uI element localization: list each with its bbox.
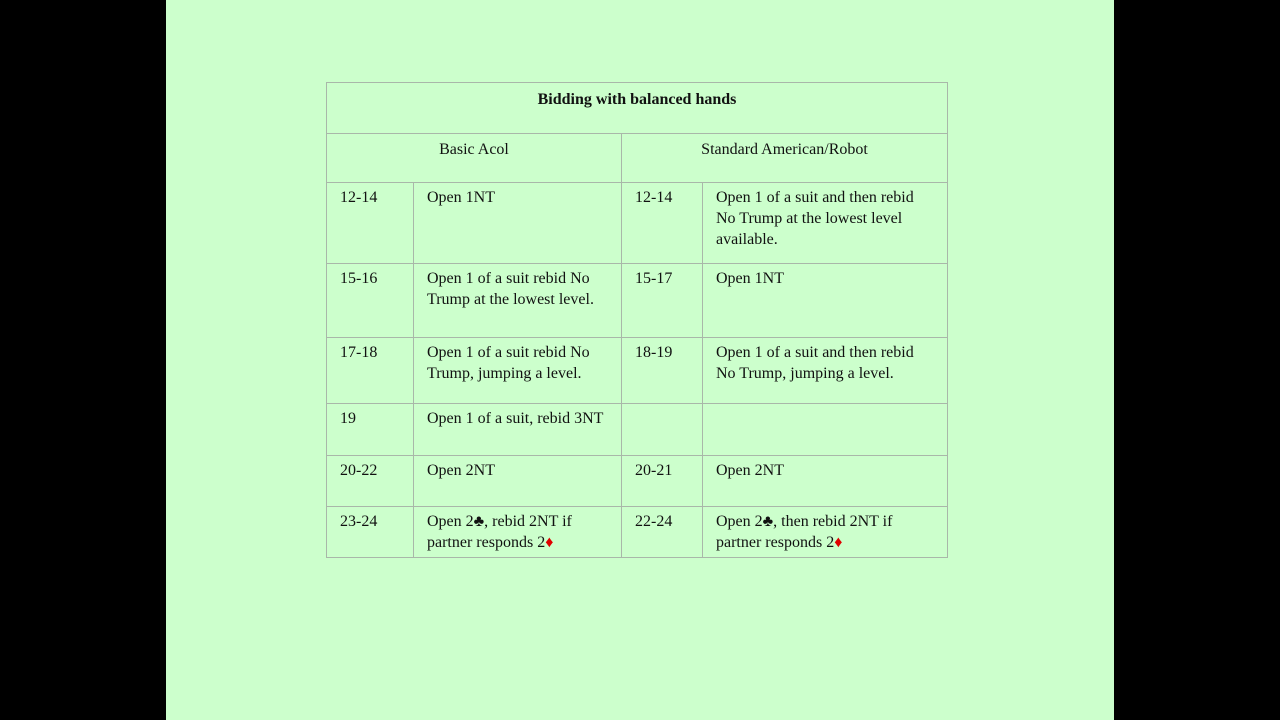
- acol-bid-cell: [414, 338, 622, 404]
- sa-bid-cell: [703, 507, 948, 558]
- acol-bid-cell: [414, 183, 622, 264]
- acol-points-cell: [327, 404, 414, 456]
- system-header-standard-american: [622, 134, 948, 183]
- table-row: [327, 264, 948, 338]
- sa-bid-text-part1: Open 2: [716, 513, 763, 530]
- sa-points: 22-24: [635, 513, 673, 530]
- acol-points-cell: [327, 338, 414, 404]
- sa-bid-cell: [703, 404, 948, 456]
- sa-points-cell: [622, 183, 703, 264]
- acol-bid-cell: [414, 264, 622, 338]
- acol-bid-cell: [414, 507, 622, 558]
- table-title: Bidding with balanced hands: [537, 91, 737, 108]
- acol-points-cell: [327, 264, 414, 338]
- sa-bid: [703, 404, 947, 408]
- acol-bid: Open 2NT: [427, 462, 495, 479]
- sa-points: 18-19: [635, 344, 673, 361]
- acol-bid: [414, 507, 621, 553]
- sa-bid: Open 1 of a suit and then rebid No Trump, jumping a level.: [716, 344, 914, 382]
- diamond-suit-icon: ♦: [545, 534, 554, 551]
- club-suit-icon: ♣: [762, 513, 774, 530]
- table-row: [327, 404, 948, 456]
- table-row: [327, 456, 948, 507]
- acol-points-cell: [327, 456, 414, 507]
- sa-bid: Open 1NT: [716, 270, 784, 287]
- sa-bid-cell: [703, 264, 948, 338]
- sa-bid: [703, 507, 947, 553]
- diamond-suit-icon: ♦: [834, 534, 843, 551]
- sa-bid-cell: [703, 456, 948, 507]
- acol-points: 19: [340, 410, 356, 427]
- sa-points-cell: [622, 404, 703, 456]
- acol-points: 12-14: [340, 189, 378, 206]
- sa-points-cell: [622, 507, 703, 558]
- acol-points-cell: [327, 507, 414, 558]
- acol-points: 17-18: [340, 344, 378, 361]
- acol-bid-text-part2: , rebid 2NT if partner responds 2: [427, 513, 572, 551]
- acol-bid: Open 1 of a suit, rebid 3NT: [427, 410, 604, 427]
- acol-bid: Open 1NT: [427, 189, 495, 206]
- sa-points: 20-21: [635, 462, 673, 479]
- sa-bid-cell: [703, 183, 948, 264]
- acol-bid-text-part1: Open 2: [427, 513, 474, 530]
- sa-points: 12-14: [635, 189, 673, 206]
- table-row: [327, 507, 948, 558]
- acol-points: 20-22: [340, 462, 378, 479]
- sa-points: [622, 404, 702, 408]
- acol-bid: Open 1 of a suit rebid No Trump, jumping a level.: [427, 344, 590, 382]
- bidding-table: [326, 82, 948, 558]
- table-title-cell: [327, 83, 948, 134]
- sa-points-cell: [622, 338, 703, 404]
- system-header-acol: [327, 134, 622, 183]
- sa-bid: Open 1 of a suit and then rebid No Trump at the lowest level available.: [716, 189, 914, 248]
- sa-points: 15-17: [635, 270, 673, 287]
- system-label-acol: Basic Acol: [439, 141, 509, 158]
- sa-bid-text-part2: , then rebid 2NT if partner responds 2: [716, 513, 893, 551]
- sa-bid: Open 2NT: [716, 462, 784, 479]
- sa-points-cell: [622, 456, 703, 507]
- acol-bid: Open 1 of a suit rebid No Trump at the lowest level.: [427, 270, 594, 308]
- table-row: [327, 338, 948, 404]
- acol-bid-cell: [414, 404, 622, 456]
- sa-bid-cell: [703, 338, 948, 404]
- sa-points-cell: [622, 264, 703, 338]
- slide: [166, 0, 1114, 720]
- acol-points: 15-16: [340, 270, 378, 287]
- system-label-standard-american: Standard American/Robot: [701, 141, 868, 158]
- acol-points: 23-24: [340, 513, 378, 530]
- table-row: [327, 183, 948, 264]
- acol-bid-cell: [414, 456, 622, 507]
- acol-points-cell: [327, 183, 414, 264]
- club-suit-icon: ♣: [473, 513, 485, 530]
